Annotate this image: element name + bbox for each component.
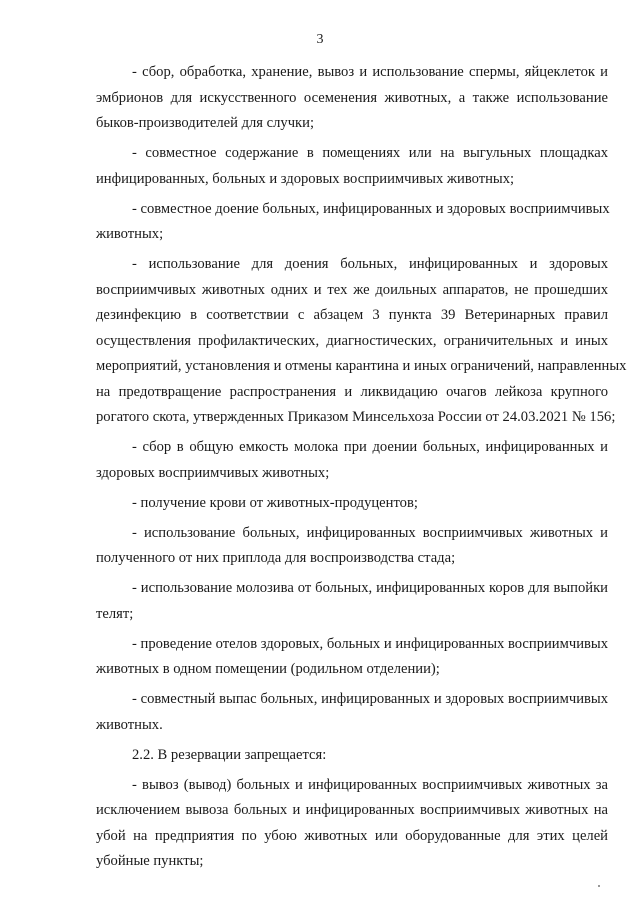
text-line: эмбрионов для искусственного осеменения животных, а также использование bbox=[96, 89, 608, 106]
text-line: восприимчивых животных одних и тех же доильных аппаратов, не прошедших bbox=[96, 281, 608, 298]
paragraph bbox=[60, 252, 627, 431]
text-line: быков-производителей для случки; bbox=[96, 115, 315, 131]
text-line: убой на предприятия по убою животных или оборудованные для этих целей bbox=[96, 827, 608, 844]
text-line: полученного от них приплода для воспроизводства стада; bbox=[96, 550, 456, 566]
text-line: на предотвращение распространения и ликвидацию очагов лейкоза крупного bbox=[96, 383, 608, 400]
text-line: - сбор, обработка, хранение, вывоз и использование спермы, яйцеклеток и bbox=[132, 64, 608, 80]
paragraph bbox=[60, 491, 608, 517]
text-line: - совместное доение больных, инфицированных и здоровых восприимчивых bbox=[132, 200, 610, 217]
text-line: 2.2. В резервации запрещается: bbox=[132, 746, 327, 763]
text-line: инфицированных, больных и здоровых восприимчивых животных; bbox=[96, 170, 515, 187]
paragraph bbox=[60, 141, 608, 192]
page-number: 3 bbox=[316, 32, 324, 47]
text-line: - совместное содержание в помещениях или на выгульных площадках bbox=[132, 145, 608, 161]
text-line: - вывоз (вывод) больных и инфицированных восприимчивых животных за bbox=[132, 776, 608, 793]
text-line: - сбор в общую емкость молока при доении больных, инфицированных и bbox=[132, 439, 608, 455]
text-line: дезинфекцию в соответствии с абзацем 3 пункта 39 Ветеринарных правил bbox=[96, 307, 608, 323]
scan-speck bbox=[598, 885, 600, 887]
paragraph bbox=[60, 521, 608, 572]
text-line: осуществления профилактических, диагностических, ограничительных и иных bbox=[96, 332, 608, 349]
text-line: - совместный выпас больных, инфицированных и здоровых восприимчивых bbox=[132, 691, 608, 707]
paragraph bbox=[60, 773, 608, 875]
paragraph bbox=[60, 435, 608, 486]
text-line: убойные пункты; bbox=[96, 853, 204, 869]
paragraph bbox=[60, 197, 608, 248]
text-line: телят; bbox=[96, 605, 134, 622]
text-line: - использование молозива от больных, инфицированных коров для выпойки bbox=[132, 580, 608, 596]
section-heading bbox=[60, 743, 608, 769]
text-line: - использование для доения больных, инфицированных и здоровых bbox=[132, 256, 608, 272]
text-line: - получение крови от животных-продуцентов; bbox=[132, 494, 418, 511]
paragraph bbox=[60, 632, 608, 683]
text-line: рогатого скота, утвержденных Приказом Минсельхоза России от 24.03.2021 № 156; bbox=[96, 409, 616, 425]
paragraph bbox=[60, 60, 608, 137]
text-line: исключением вывоза больных и инфицированных восприимчивых животных на bbox=[96, 802, 608, 818]
text-line: животных в одном помещении (родильном отделении); bbox=[96, 661, 440, 677]
paragraph bbox=[60, 576, 608, 627]
text-line: здоровых восприимчивых животных; bbox=[96, 464, 330, 481]
text-line: животных; bbox=[96, 226, 164, 242]
document-body bbox=[60, 60, 627, 879]
text-line: - использование больных, инфицированных восприимчивых животных и bbox=[132, 524, 608, 541]
text-line: - проведение отелов здоровых, больных и инфицированных восприимчивых bbox=[132, 635, 608, 652]
text-line: животных. bbox=[96, 716, 163, 733]
text-line: мероприятий, установления и отмены карантина и иных ограничений, направленных bbox=[96, 358, 627, 374]
paragraph bbox=[60, 687, 608, 738]
